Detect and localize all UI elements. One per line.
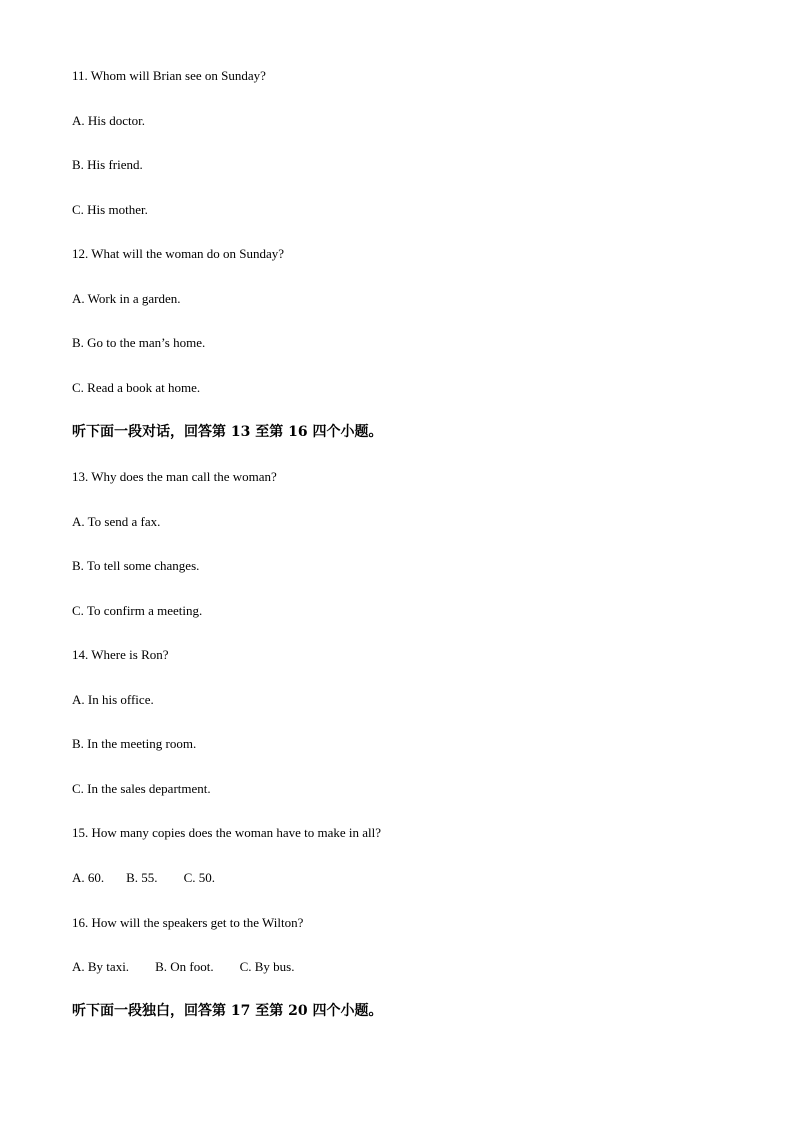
question-14-option-b: B. In the meeting room.: [72, 736, 197, 751]
question-15-options: [72, 870, 215, 886]
question-16: 16. How will the speakers get to the Wilton?: [72, 915, 304, 930]
question-14-option-a: A. In his office.: [72, 692, 154, 707]
question-15-option-c: C. 50.: [183, 870, 215, 885]
question-12-option-a: A. Work in a garden.: [72, 291, 181, 306]
question-13-option-b: B. To tell some changes.: [72, 558, 200, 573]
section-heading-monologue: 听下面一段独白，回答第 17 至第 20 四个小题。: [72, 1003, 383, 1019]
question-11: 11. Whom will Brian see on Sunday?: [72, 68, 266, 83]
question-14-option-c: C. In the sales department.: [72, 781, 211, 796]
question-16-option-a: A. By taxi.: [72, 959, 130, 974]
question-15-option-b: B. 55.: [126, 870, 158, 885]
section-heading-dialogue: 听下面一段对话，回答第 13 至第 16 四个小题。: [72, 424, 383, 440]
question-11-option-c: C. His mother.: [72, 202, 148, 217]
question-14: 14. Where is Ron?: [72, 647, 169, 662]
question-12-option-c: C. Read a book at home.: [72, 380, 201, 395]
question-11-option-a: A. His doctor.: [72, 113, 145, 128]
question-13-option-c: C. To confirm a meeting.: [72, 603, 203, 618]
question-11-option-b: B. His friend.: [72, 157, 143, 172]
question-13: 13. Why does the man call the woman?: [72, 469, 277, 484]
question-12: 12. What will the woman do on Sunday?: [72, 246, 285, 261]
question-16-option-c: C. By bus.: [239, 959, 295, 974]
question-16-option-b: B. On foot.: [155, 959, 214, 974]
question-15: 15. How many copies does the woman have to make in all?: [72, 825, 382, 840]
question-12-option-b: B. Go to the man’s home.: [72, 335, 206, 350]
question-13-option-a: A. To send a fax.: [72, 514, 161, 529]
question-16-options: [72, 959, 294, 975]
question-15-option-a: A. 60.: [72, 870, 105, 885]
